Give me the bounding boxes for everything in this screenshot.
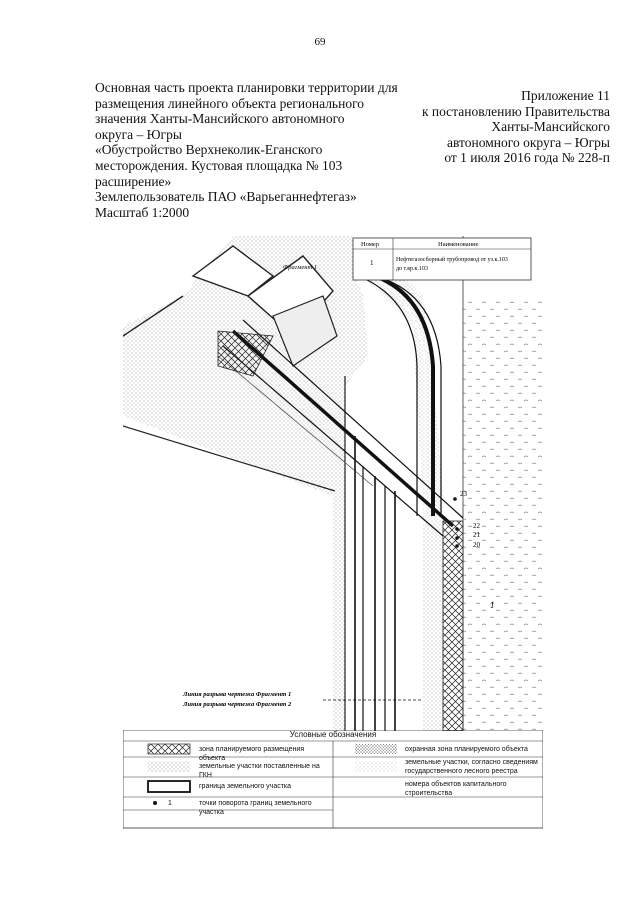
appendix-line: автономного округа – Югры — [447, 134, 610, 150]
break-line-label: Линия разрыва чертежа Фрагмент 2 — [183, 701, 292, 708]
legend-swatch-forest — [355, 761, 397, 772]
fragment-label: Фрагмент 1 — [283, 264, 318, 271]
appendix-line: Ханты-Мансийского — [491, 119, 610, 135]
legend-item: граница земельного участка — [199, 783, 292, 790]
point-label: 20 — [473, 541, 480, 549]
boundary-point — [455, 527, 459, 531]
legend-point-icon — [153, 801, 157, 805]
planning-map-drawing — [123, 236, 543, 731]
legend-swatch-zone — [148, 744, 190, 754]
legend-point-label: 1 — [168, 800, 172, 807]
point-label: 22 — [473, 522, 480, 530]
forest-area — [463, 296, 543, 731]
scale-line: Масштаб 1:2000 — [95, 204, 190, 220]
appendix-line: Приложение 11 — [521, 88, 610, 103]
table-row-name: Нефтегазосборный трубопровод от уз.к.103 — [396, 257, 508, 263]
legend-item: земельные участки, согласно сведениям государственного лесного реестра — [405, 759, 538, 775]
legend — [123, 730, 543, 830]
title-block — [95, 80, 415, 220]
title-line: месторождения. Кустовая площадка № 103 — [95, 157, 343, 173]
boundary-point — [455, 536, 459, 540]
legend-swatch-gkn — [148, 761, 190, 772]
legend-item: зона планируемого размещения объекта — [199, 746, 305, 762]
boundary-point — [453, 497, 457, 501]
legend-title: Условные обозначения — [289, 730, 377, 739]
legend-item: номера объектов капитального строительства — [405, 781, 507, 797]
legend-item: охранная зона планируемого объекта — [405, 746, 528, 753]
appendix-line: к постановлению Правительства — [421, 103, 610, 119]
planning-map — [123, 236, 543, 731]
boundary-point — [455, 544, 459, 548]
appendix-block — [410, 88, 610, 166]
table-row-name: до т.вр.к.103 — [396, 266, 428, 272]
parcel-number: 1 — [490, 600, 495, 610]
planned-object-zone — [443, 521, 463, 731]
title-line: расширение» — [95, 173, 172, 189]
title-line: значения Ханты-Мансийского автономного — [95, 111, 345, 127]
title-line: размещения линейного объекта регионального — [95, 95, 365, 111]
title-line: округа – Югры — [95, 126, 182, 142]
table-header-number: Номер — [361, 241, 380, 248]
map-object-table — [353, 238, 531, 280]
title-line: Основная часть проекта планировки территории для — [95, 80, 398, 95]
table-row-number: 1 — [370, 259, 374, 267]
legend-item: точки поворота границ земельного участка — [199, 800, 312, 816]
point-label: 21 — [473, 531, 480, 539]
land-user-line: Землепользователь ПАО «Варьеганнефтегаз» — [95, 189, 357, 205]
appendix-line: от 1 июля 2016 года № 228-п — [444, 150, 610, 166]
point-label: 23 — [460, 490, 467, 498]
legend-swatch-boundary — [148, 781, 190, 792]
legend-swatch-guard — [355, 744, 397, 754]
table-header-name: Наименование — [438, 241, 479, 248]
dotted-parcel — [333, 488, 345, 731]
break-line-label: Линия разрыва чертежа Фрагмент 1 — [183, 691, 292, 698]
title-line: «Обустройство Верхнеколик-Еганского — [95, 142, 323, 158]
legend-item: земельные участки поставленные на ГКН — [199, 763, 320, 779]
page-number: 69 — [314, 36, 326, 48]
